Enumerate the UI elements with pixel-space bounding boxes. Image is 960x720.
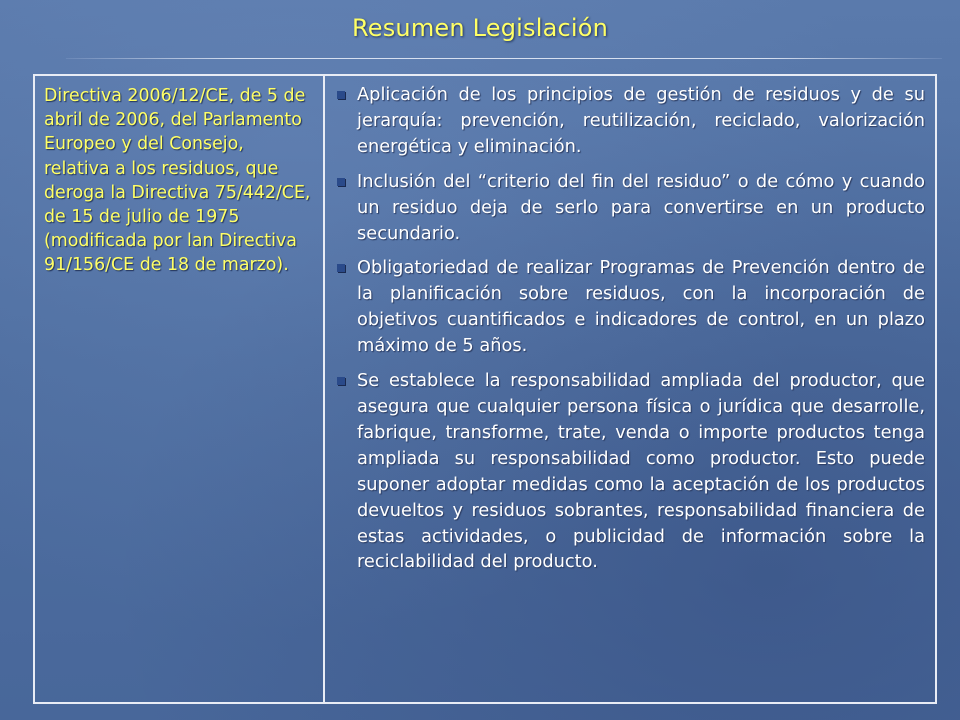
title-underline xyxy=(66,58,942,59)
list-item-text: Aplicación de los principios de gestión de residuos y de su jerarquía: prevención, reutilización, reciclado, valorización energética y eliminación. xyxy=(357,84,925,157)
square-bullet-icon xyxy=(337,178,345,186)
legislation-table xyxy=(33,74,937,704)
list-item-text: Inclusión del “criterio del fin del residuo” o de cómo y cuando un residuo deja de serlo para convertirse en un producto secundario. xyxy=(357,170,925,244)
list-item xyxy=(335,169,925,247)
summary-bullet-list xyxy=(335,82,925,575)
square-bullet-icon xyxy=(337,264,345,272)
list-item xyxy=(335,368,925,575)
list-item xyxy=(335,82,925,160)
list-item xyxy=(335,255,925,359)
column-divider xyxy=(323,76,325,702)
list-item-text: Obligatoriedad de realizar Programas de Prevención dentro de la planificación sobre residuos, con la incorporación de objetivos cuantificados e indicadores de control, en un plazo máximo de 5 años. xyxy=(357,257,925,357)
directive-summary-cell xyxy=(335,82,925,584)
directive-reference: Directiva 2006/12/CE, de 5 de abril de 2006, del Parlamento Europeo y del Consejo, relativa a los residuos, que deroga la Directiva 75/442/CE, de 15 de julio de 1975 (modificada por lan Directiva 91/156/CE de 18 de marzo). xyxy=(44,86,311,276)
square-bullet-icon xyxy=(337,377,345,385)
list-item-text: Se establece la responsabilidad ampliada del productor, que asegura que cualquier persona física o jurídica que desarrolle, fabrique, transforme, trate, venda o importe productos tenga ampliada su responsabilidad como productor. Esto puede suponer adoptar medidas como la aceptación de los productos devueltos y residuos sobrantes, responsabilidad financiera de estas actividades, o publicidad de información sobre la reciclabilidad del producto. xyxy=(357,370,925,573)
slide-title: Resumen Legislación xyxy=(351,14,609,42)
square-bullet-icon xyxy=(337,91,345,99)
